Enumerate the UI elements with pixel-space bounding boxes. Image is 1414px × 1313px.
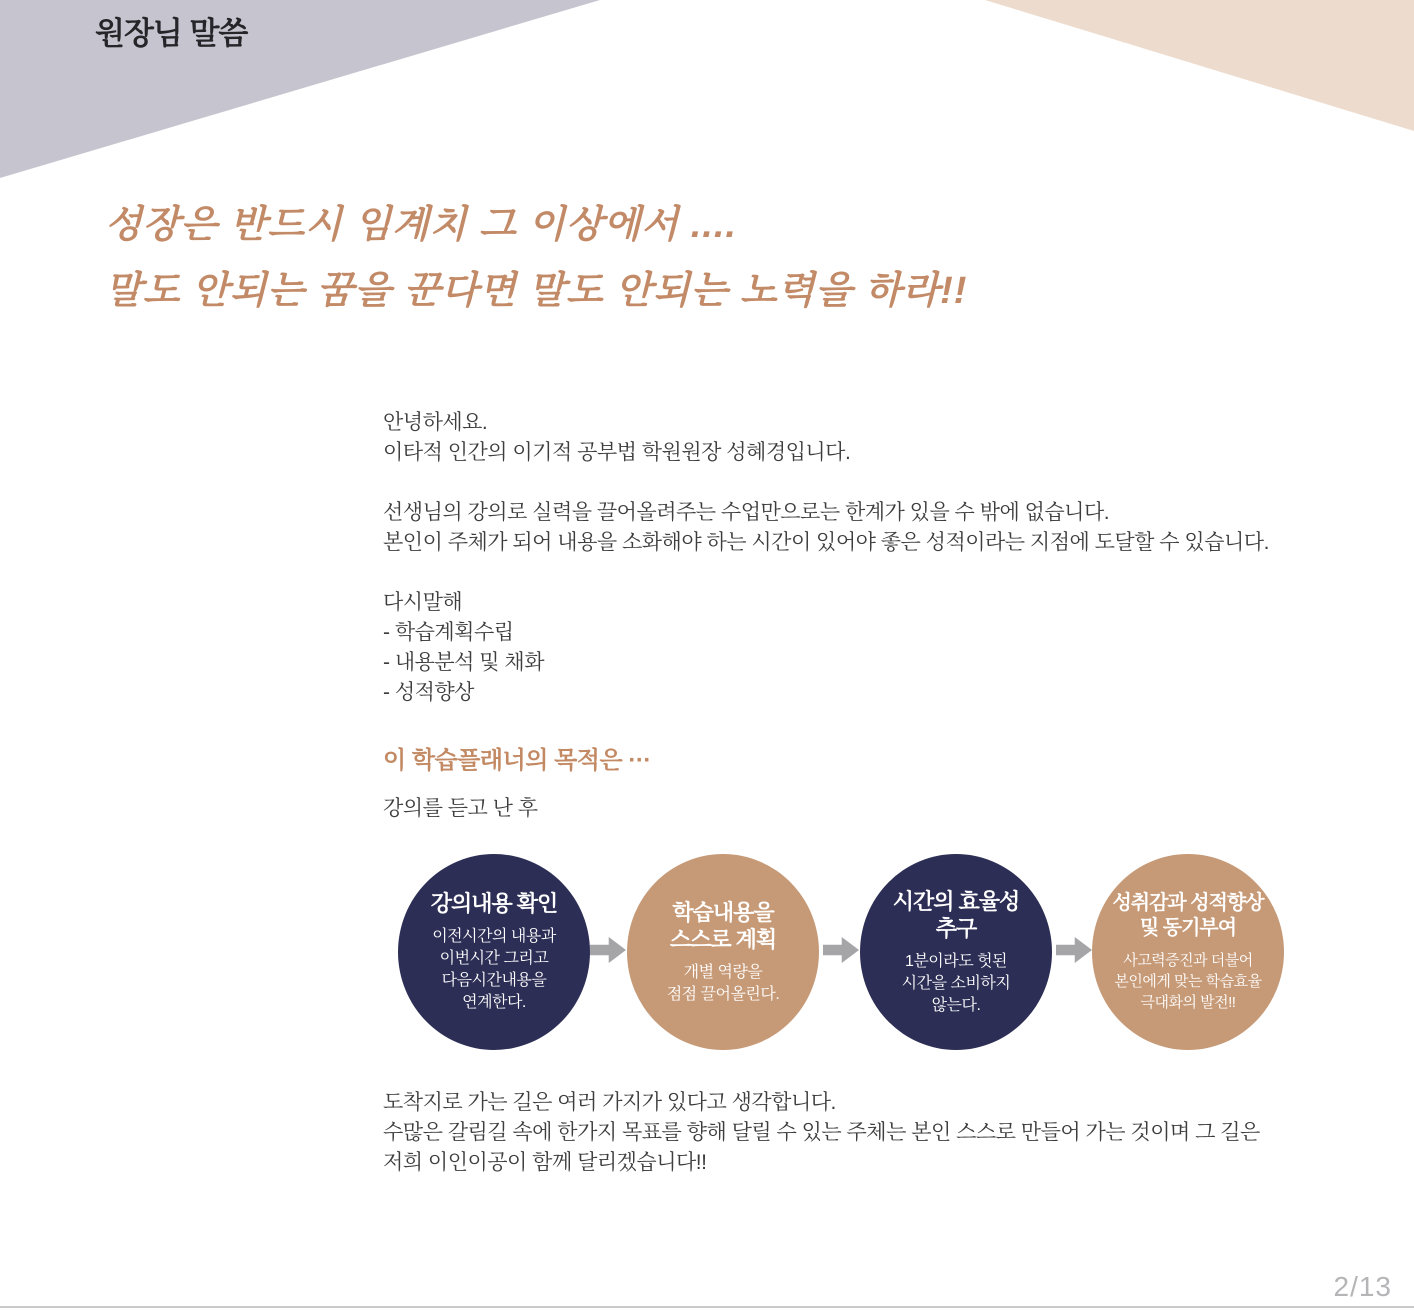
step-body-line: 이번시간 그리고 bbox=[439, 950, 549, 967]
step-body bbox=[1114, 950, 1261, 1013]
bottom-divider-line bbox=[0, 1306, 1414, 1308]
step-body-line: 이전시간의 내용과 bbox=[432, 928, 556, 945]
paragraph-gap bbox=[383, 468, 1269, 498]
step-title bbox=[670, 899, 776, 953]
arrow-right-icon bbox=[1056, 937, 1092, 963]
greeting-line: 이타적 인간의 이기적 공부법 학원원장 성혜경입니다. bbox=[383, 441, 851, 464]
intro-line: 본인이 주체가 되어 내용을 소화해야 하는 시간이 있어야 좋은 성적이라는 지점에 도달할 수 있습니다. bbox=[383, 531, 1269, 554]
step-body-line: 극대화의 발전!! bbox=[1140, 994, 1236, 1011]
step-body-line: 시간을 소비하지 bbox=[901, 974, 1011, 992]
intro-paragraphs bbox=[383, 408, 1269, 708]
step-title bbox=[431, 890, 558, 917]
process-step-4-circle bbox=[1092, 854, 1284, 1050]
step-title bbox=[893, 888, 1020, 942]
greeting-line: 안녕하세요. bbox=[383, 411, 488, 434]
bullet-item: - 성적향상 bbox=[383, 681, 474, 704]
process-step-1-circle bbox=[398, 854, 590, 1050]
closing-line: 도착지로 가는 길은 여러 가지가 있다고 생각합니다. bbox=[383, 1091, 836, 1114]
motivational-quote bbox=[105, 192, 967, 324]
step-title bbox=[1112, 891, 1263, 941]
bullet-item: - 학습계획수립 bbox=[383, 621, 514, 644]
process-step-3-circle bbox=[860, 854, 1052, 1050]
page-number: 2/13 bbox=[1333, 1271, 1392, 1302]
restate-label: 다시말해 bbox=[383, 591, 463, 614]
intro-line: 선생님의 강의로 실력을 끌어올려주는 수업만으로는 한계가 있을 수 밖에 없습니다. bbox=[383, 501, 1110, 524]
paragraph-gap bbox=[383, 558, 1269, 588]
step-body-line: 점점 끌어올린다. bbox=[666, 985, 780, 1003]
purpose-heading: 이 학습플래너의 목적은 ··· bbox=[383, 747, 651, 774]
arrow-right-icon bbox=[823, 937, 859, 963]
step-title-line: 추구 bbox=[935, 915, 977, 941]
step-body-line: 않는다. bbox=[931, 996, 981, 1014]
step-body bbox=[667, 962, 780, 1006]
step-body-line: 다음시간내용을 bbox=[441, 972, 547, 989]
step-body-line: 1분이라도 헛된 bbox=[904, 952, 1008, 970]
bullet-item: - 내용분석 및 채화 bbox=[383, 651, 544, 674]
step-body-line: 본인에게 맞는 학습효율 bbox=[1114, 973, 1262, 990]
quote-line-1: 성장은 반드시 임계치 그 이상에서 .... bbox=[105, 204, 737, 246]
step-body-line: 개별 역량을 bbox=[683, 963, 763, 981]
arrow-right-icon bbox=[590, 937, 626, 963]
step-title-line: 및 동기부여 bbox=[1139, 917, 1237, 939]
step-body bbox=[902, 951, 1011, 1017]
step-title-line: 학습내용을 bbox=[672, 899, 774, 925]
step-body-line: 사고력증진과 더불어 bbox=[1123, 952, 1253, 969]
closing-paragraph bbox=[383, 1088, 1260, 1178]
step-title-line: 강의내용 확인 bbox=[430, 891, 558, 916]
quote-line-2: 말도 안되는 꿈을 꾼다면 말도 안되는 노력을 하라!! bbox=[105, 270, 968, 312]
step-body bbox=[432, 926, 556, 1014]
purpose-subheading: 강의를 듣고 난 후 bbox=[383, 797, 538, 820]
step-title-line: 성취감과 성적향상 bbox=[1112, 892, 1264, 914]
closing-line: 수많은 갈림길 속에 한가지 목표를 향해 달릴 수 있는 주체는 본인 스스로 만들어 가는 것이며 그 길은 bbox=[383, 1121, 1260, 1144]
process-step-2-circle bbox=[627, 854, 819, 1050]
page-title: 원장님 말씀 bbox=[95, 16, 248, 51]
closing-line: 저희 이인이공이 함께 달리겠습니다!! bbox=[383, 1151, 707, 1174]
step-body-line: 연계한다. bbox=[462, 994, 526, 1011]
step-title-line: 스스로 계획 bbox=[669, 926, 777, 952]
step-title-line: 시간의 효율성 bbox=[892, 888, 1020, 914]
